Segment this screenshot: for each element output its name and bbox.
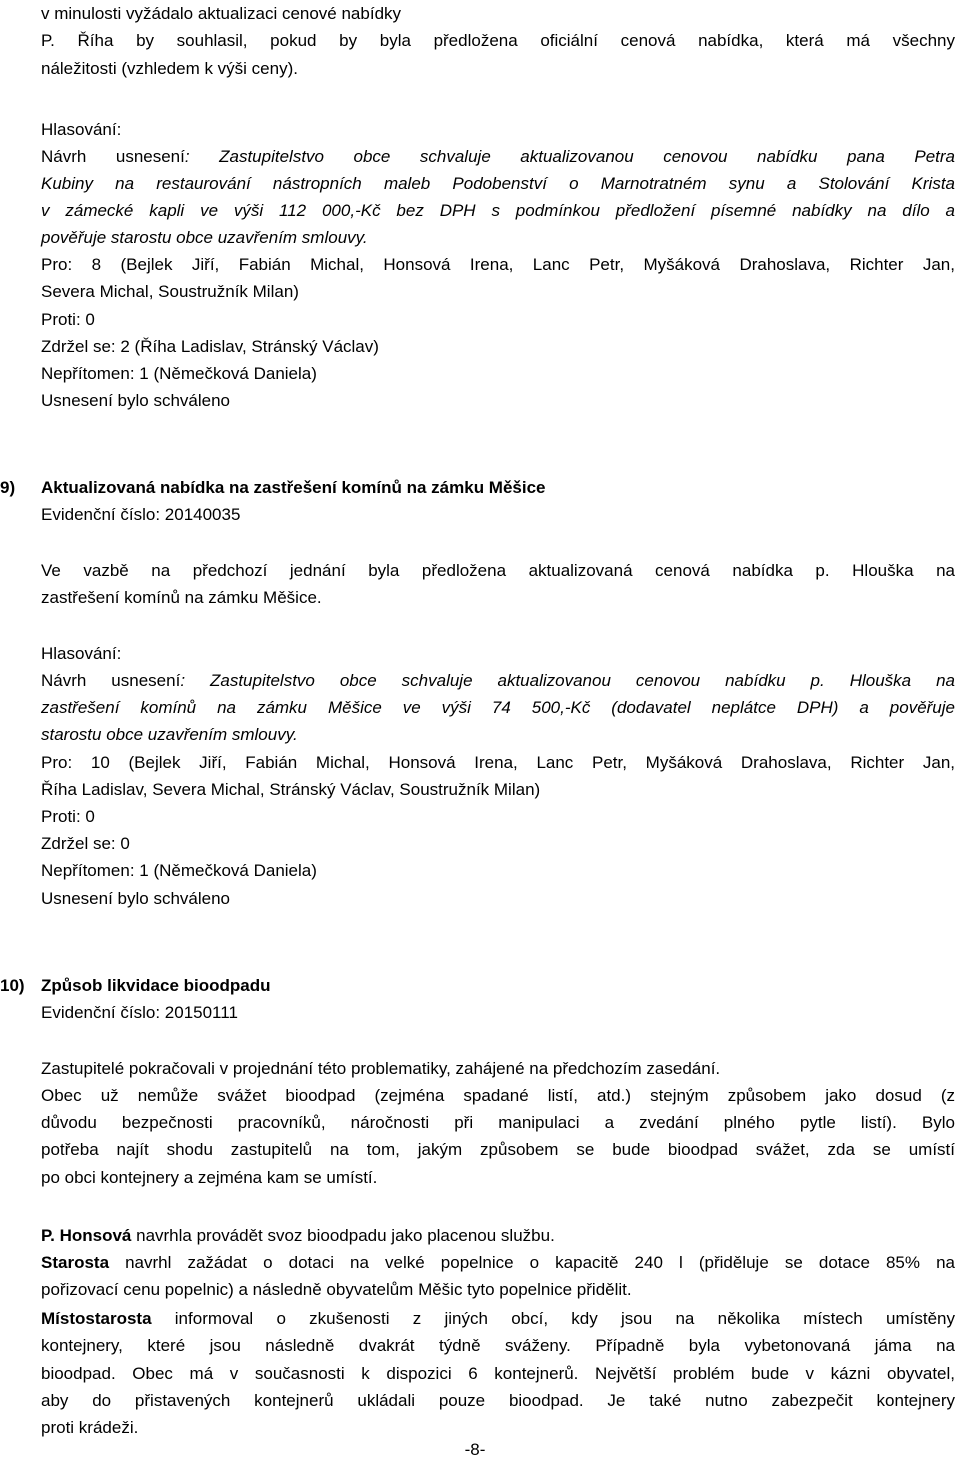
resolution-label: Návrh usnesení (41, 671, 181, 690)
text-line (41, 1360, 955, 1387)
absent-label: Nepřítomen: 1 (41, 861, 149, 880)
text: zastřešení komínů na zámku Měšice. (41, 588, 322, 607)
absent (41, 857, 317, 884)
text: důvodu bezpečnosti pracovníků, náročnosti při manipulaci a zvedání plného pytle listí). Bylo (41, 1113, 955, 1132)
text: potřeba najít shodu zastupitelů na tom, jakým způsobem se bude bioodpad svážet, zda se umístí (41, 1140, 955, 1159)
text: starostu obce uzavřením smlouvy. (41, 725, 298, 744)
speaker-name: Místostarosta (41, 1309, 152, 1328)
text-line (41, 1387, 955, 1414)
text: 10) (0, 976, 25, 995)
item-title (41, 972, 271, 999)
text: náležitosti (vzhledem k výši ceny). (41, 59, 298, 78)
votes-for (41, 251, 955, 278)
text: Usnesení bylo schváleno (41, 391, 231, 410)
votes-abstain (41, 830, 130, 857)
text: Způsob likvidace bioodpadu (41, 976, 271, 995)
voting-heading (41, 640, 121, 667)
text: Říha Ladislav, Severa Michal, Stránský Václav, Soustružník Milan) (41, 780, 541, 799)
text: (Bejlek Jiří, Fabián Michal, Honsová Irena, Lanc Petr, Myšáková Drahoslava, Richter Jan, (109, 753, 955, 772)
text: informoval o zkušenosti z jiných obcí, kdy jsou na několika místech umístěny (151, 1309, 955, 1328)
item-title (41, 474, 546, 501)
text-line (41, 1082, 955, 1109)
text: Kubiny na restaurování nástropních maleb Podobenství o Marnotratném synu a Stolování Krista (41, 174, 955, 193)
text: navrhla provádět svoz bioodpadu jako placenou službu. (131, 1226, 555, 1245)
text: Proti: 0 (41, 807, 95, 826)
text-line (41, 1055, 720, 1082)
text: : Zastupitelstvo obce schvaluje aktualizovanou cenovou nabídku pana Petra (184, 147, 955, 166)
resolution-line (41, 224, 368, 251)
text: (Bejlek Jiří, Fabián Michal, Honsová Irena, Lanc Petr, Myšáková Drahoslava, Richter Jan, (101, 255, 955, 274)
text: : Zastupitelstvo obce schvaluje aktualizovanou cenovou nabídku p. Hlouška na (180, 671, 955, 690)
votes-for-label: Pro: 10 (41, 753, 110, 772)
speaker-name: P. Honsová (41, 1226, 132, 1245)
abstain-label: Zdržel se: 2 (41, 337, 130, 356)
text-line (41, 1332, 955, 1359)
text: Zastupitelé pokračovali v projednání této problematiky, zahájené na předchozím zasedání. (41, 1059, 721, 1078)
resolution-line (41, 694, 955, 721)
text: Aktualizovaná nabídka na zastřešení komínů na zámku Měšice (41, 478, 546, 497)
votes-for-label: Pro: 8 (41, 255, 102, 274)
resolution-result (41, 387, 230, 414)
text: Hlasování: (41, 120, 122, 139)
text-line (41, 55, 298, 82)
text-line (41, 557, 955, 584)
text: (Němečková Daniela) (148, 364, 317, 383)
votes-abstain (41, 333, 379, 360)
text: Usnesení bylo schváleno (41, 889, 231, 908)
voting-heading (41, 116, 121, 143)
text-line (41, 1222, 555, 1249)
text: aby do přistavených kontejnerů ukládali pouze bioodpad. Je také nutno zabezpečit kontejnery (41, 1391, 955, 1410)
absent (41, 360, 317, 387)
text: navrhl zažádat o dotaci na velké popelnice o kapacitě 240 l (přiděluje se dotace 85% na (109, 1253, 955, 1272)
resolution-line (41, 143, 955, 170)
text-line (41, 27, 955, 54)
text: (Říha Ladislav, Stránský Václav) (129, 337, 379, 356)
resolution-line (41, 197, 955, 224)
votes-against (41, 306, 95, 333)
item-number (0, 474, 15, 501)
evidence-number (41, 501, 240, 528)
text: Proti: 0 (41, 310, 95, 329)
text: Ve vazbě na předchozí jednání byla předložena aktualizovaná cenová nabídka p. Hlouška na (41, 561, 955, 580)
text: Zdržel se: 0 (41, 834, 130, 853)
votes-against (41, 803, 95, 830)
text-line (41, 1109, 955, 1136)
text: zastřešení komínů na zámku Měšice ve výši 74 500,-Kč (dodavatel neplátce DPH) a pověřuje (41, 698, 955, 717)
resolution-line (41, 170, 955, 197)
votes-for (41, 278, 299, 305)
text: 9) (0, 478, 16, 497)
votes-for (41, 776, 540, 803)
text-line (41, 1249, 955, 1276)
text-line (41, 0, 401, 27)
text-line (41, 584, 322, 611)
text: Evidenční číslo: 20140035 (41, 505, 241, 524)
evidence-number (41, 999, 238, 1026)
text-line (41, 1136, 955, 1163)
page-number (0, 1436, 955, 1463)
text-line (41, 1164, 377, 1191)
speaker-name: Starosta (41, 1253, 110, 1272)
text: Hlasování: (41, 644, 122, 663)
text: P. Říha by souhlasil, pokud by byla předložena oficiální cenová nabídka, která má všechny (41, 31, 955, 50)
text: proti krádeži. (41, 1418, 139, 1437)
text: kontejnery, které jsou následně dvakrát týdně sváženy. Případně byla vybetonovaná jáma na (41, 1336, 955, 1355)
text: v zámecké kapli ve výši 112 000,-Kč bez DPH s podmínkou předložení písemné nabídky na dílo a (41, 201, 955, 220)
resolution-label: Návrh usnesení (41, 147, 185, 166)
absent-label: Nepřítomen: 1 (41, 364, 149, 383)
text: Severa Michal, Soustružník Milan) (41, 282, 299, 301)
text: pověřuje starostu obce uzavřením smlouvy. (41, 228, 368, 247)
text: bioodpad. Obec má v současnosti k dispozici 6 kontejnerů. Největší problém bude v kázni obyvatel, (41, 1364, 955, 1383)
text: -8- (464, 1440, 486, 1459)
text: Obec už nemůže svážet bioodpad (zejména spadané listí, atd.) stejným způsobem jako dosud (z (41, 1086, 955, 1105)
resolution-result (41, 885, 230, 912)
text-line (41, 1276, 632, 1303)
votes-for (41, 749, 955, 776)
resolution-line (41, 667, 955, 694)
resolution-line (41, 721, 298, 748)
text: Evidenční číslo: 20150111 (41, 1003, 238, 1022)
text: po obci kontejnery a zejména kam se umístí. (41, 1168, 378, 1187)
text-line (41, 1305, 955, 1332)
item-number (0, 972, 25, 999)
text: v minulosti vyžádalo aktualizaci cenové nabídky (41, 4, 402, 23)
text: (Němečková Daniela) (148, 861, 317, 880)
text: pořizovací cenu popelnic) a následně obyvatelům Měšic tyto popelnice přidělit. (41, 1280, 632, 1299)
